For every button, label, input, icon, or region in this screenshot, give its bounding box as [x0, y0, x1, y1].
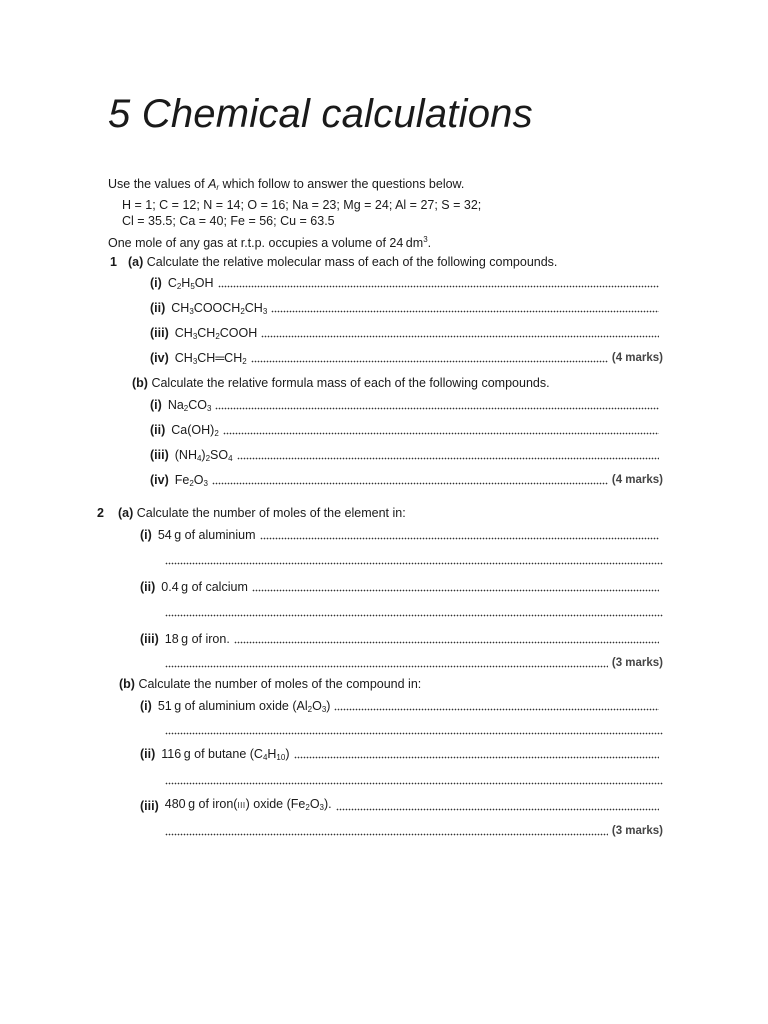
answer-line-1a-ii[interactable]: (ii) $CH_3COOCH_2CH_3$	[150, 300, 663, 316]
formula: $Fe_2O_3$	[174, 473, 208, 488]
answer-dots	[294, 756, 660, 759]
answer-continuation-line[interactable]	[165, 614, 663, 617]
answer-line-2a-iii[interactable]: (iii) 18 g of iron.	[140, 631, 663, 647]
answer-line-1a-iii[interactable]: (iii) $CH_3CH_2COOH$	[150, 325, 663, 341]
answer-continuation-line[interactable]	[165, 782, 663, 785]
answer-dots	[251, 360, 608, 363]
answer-dots	[271, 310, 659, 313]
answer-line-1b-iii[interactable]: (iii) $(NH_4)_2SO_4$	[150, 447, 663, 463]
answer-line-1a-i[interactable]: (i) $C_2H_5OH$	[150, 275, 663, 291]
marks-label: (3 marks)	[611, 825, 663, 837]
formula: $CH_3CH_2COOH$	[174, 326, 258, 341]
question-2-number: 2	[97, 506, 104, 520]
atomic-mass-values-line-1: H = 1; C = 12; N = 14; O = 16; Na = 23; Mg = 24; Al = 27; S = 32;	[122, 198, 482, 212]
answer-line-1b-iv[interactable]: (iv) $Fe_2O_3$ (4 marks)	[150, 473, 663, 488]
answer-continuation-line[interactable]	[165, 562, 663, 565]
answer-dots	[336, 808, 659, 811]
answer-dots	[218, 285, 659, 288]
answer-line-1b-i[interactable]: (i) $Na_2CO_3$	[150, 397, 663, 413]
answer-dots	[252, 589, 659, 592]
answer-line-1a-iv[interactable]: (iv) $CH_3CH═CH_2$ (4 marks)	[150, 351, 663, 366]
answer-dots	[165, 833, 608, 836]
answer-continuation-line-with-marks[interactable]	[165, 823, 663, 839]
answer-continuation-line[interactable]	[165, 732, 663, 735]
answer-line-2a-i[interactable]: (i) 54 g of aluminium	[140, 527, 663, 543]
answer-dots	[212, 482, 608, 485]
page-title: 5 Chemical calculations	[108, 92, 533, 136]
question-1-number: 1	[110, 255, 117, 269]
question-1b: (b) Calculate the relative formula mass of each of the following compounds.	[132, 376, 550, 390]
marks-label: (3 marks)	[611, 657, 663, 669]
answer-line-2b-ii[interactable]: (ii) 116 g of butane $(C_4H_{10})$	[140, 746, 663, 762]
intro-instruction: Use the values of $A_r$ which follow to answer the questions below.	[108, 177, 465, 192]
formula: $C_2H_5OH$	[167, 276, 214, 291]
answer-line-2b-iii[interactable]: (iii) 480 g of iron(III) oxide $(Fe_2O_3)$.	[140, 798, 663, 814]
marks-label: (4 marks)	[611, 474, 663, 486]
formula: $CH_3CH═CH_2$	[174, 351, 247, 366]
answer-dots	[261, 335, 659, 338]
question-2b: (b) Calculate the number of moles of the compound in:	[119, 677, 422, 691]
question-1a: (a) Calculate the relative molecular mass of each of the following compounds.	[128, 255, 558, 269]
answer-line-2b-i[interactable]: (i) 51 g of aluminium oxide $(Al_2O_3)$	[140, 698, 663, 714]
question-2a: (a) Calculate the number of moles of the element in:	[118, 506, 406, 520]
answer-dots	[237, 457, 659, 460]
answer-dots	[165, 665, 608, 668]
answer-dots	[334, 708, 659, 711]
answer-dots	[215, 407, 659, 410]
answer-continuation-line-with-marks[interactable]	[165, 655, 663, 671]
answer-line-1b-ii[interactable]: (ii) $Ca(OH)_2$	[150, 422, 663, 438]
atomic-mass-values-line-2: Cl = 35.5; Ca = 40; Fe = 56; Cu = 63.5	[122, 214, 335, 228]
formula: $Ca(OH)_2$	[171, 423, 219, 438]
formula: $Na_2CO_3$	[167, 398, 212, 413]
answer-dots	[260, 537, 659, 540]
answer-dots	[223, 432, 659, 435]
formula: $(NH_4)_2SO_4$	[174, 448, 233, 463]
answer-dots	[234, 641, 659, 644]
formula: $CH_3COOCH_2CH_3$	[171, 301, 268, 316]
answer-line-2a-ii[interactable]: (ii) 0.4 g of calcium	[140, 579, 663, 595]
gas-volume-note: One mole of any gas at r.t.p. occupies a volume of 24 $dm^3$.	[108, 235, 432, 250]
marks-label: (4 marks)	[611, 352, 663, 364]
